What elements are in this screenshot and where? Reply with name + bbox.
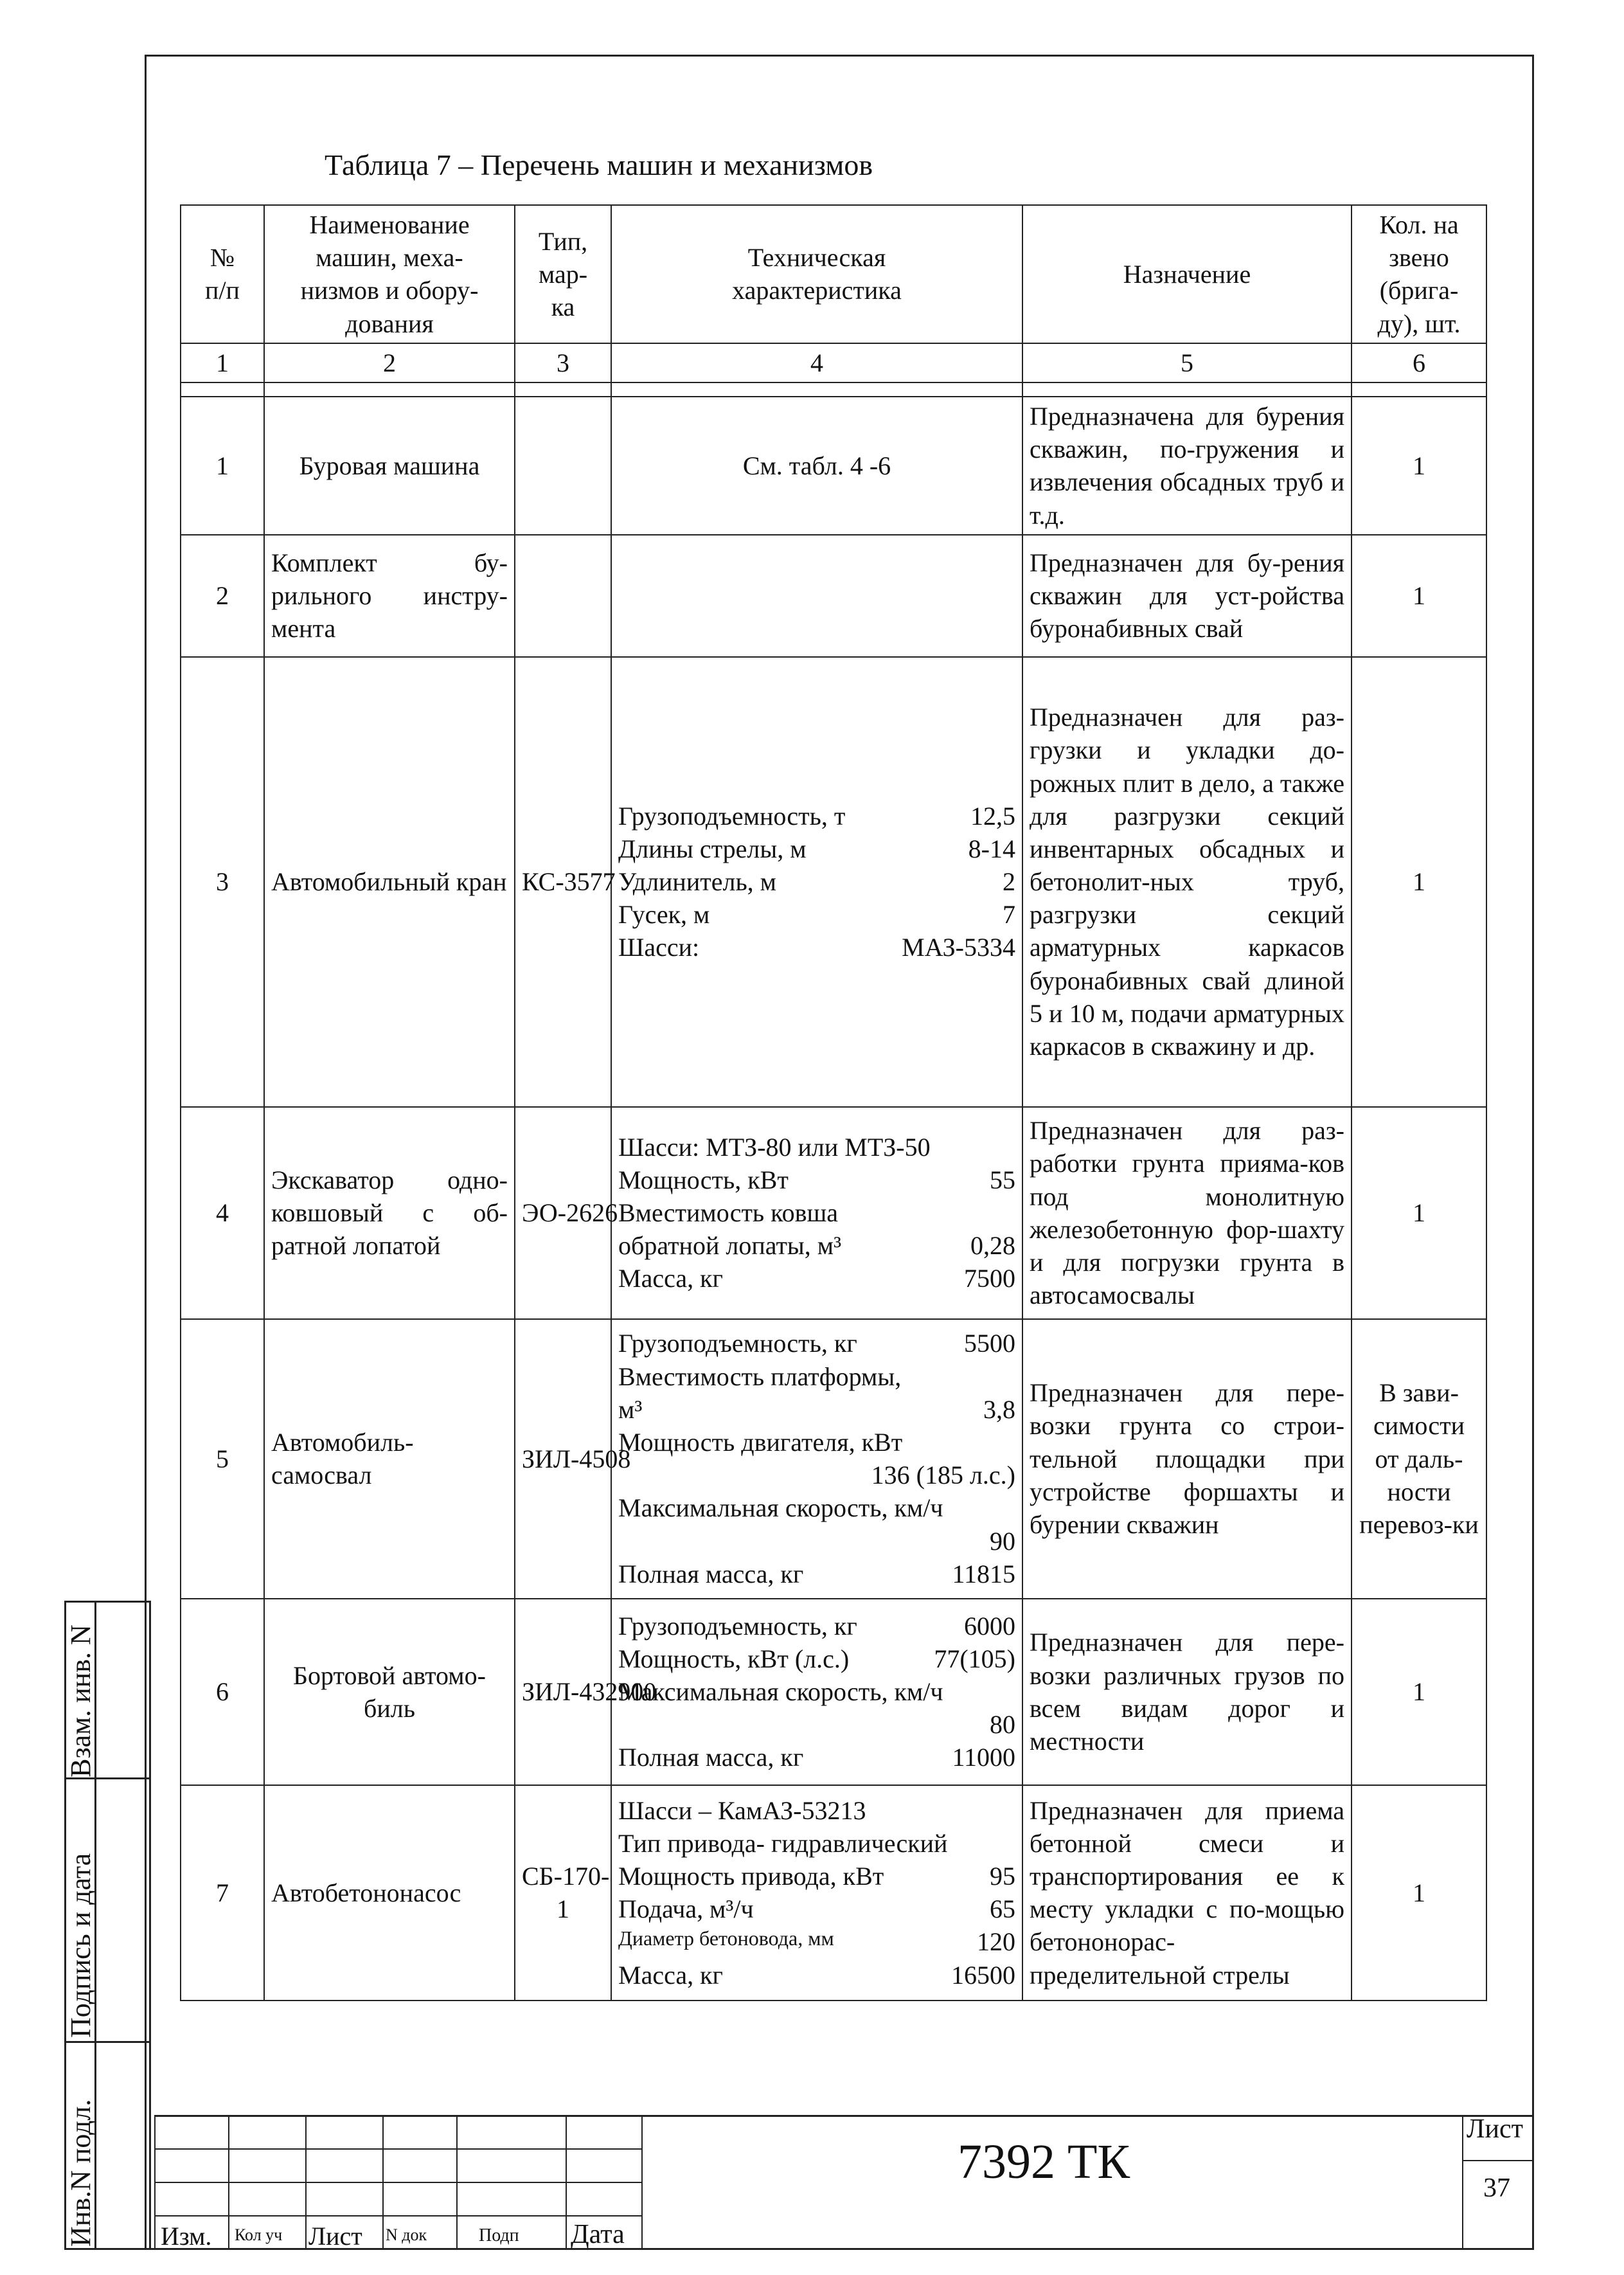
tb-n-dok: N док [386, 2226, 427, 2244]
tech-line [618, 1860, 1015, 1893]
tech-key: Диаметр бетоновода, мм [618, 1927, 834, 1950]
row-number: 7 [181, 1785, 264, 2001]
technical-characteristics: См. табл. 4 -6 [611, 397, 1022, 535]
tech-line [618, 1741, 1015, 1774]
tech-line [618, 1893, 1015, 1925]
tech-value: 12,5 [970, 801, 1015, 831]
tech-line [618, 1131, 1015, 1164]
spacer-row [181, 382, 1486, 397]
tech-value: 6000 [964, 1611, 1015, 1641]
tech-key: Шасси: МТЗ-80 или МТЗ-50 [618, 1132, 931, 1162]
machine-name: Автомобильный кран [264, 657, 515, 1107]
technical-characteristics [611, 535, 1022, 657]
table-row [181, 535, 1486, 657]
tech-key: обратной лопаты, м³ [618, 1231, 842, 1261]
tech-key: Подача, м³/ч [618, 1894, 754, 1924]
machine-type: ЗИЛ-4508 [515, 1319, 611, 1599]
header-tech: Техническая характеристика [611, 205, 1022, 343]
row-number: 6 [181, 1599, 264, 1785]
table-row [181, 1319, 1486, 1599]
tech-line [618, 1229, 1015, 1262]
quantity: 1 [1352, 1785, 1486, 2001]
technical-characteristics [611, 1599, 1022, 1785]
tech-line [618, 1675, 1015, 1708]
tech-value: 7 [1003, 900, 1015, 930]
tech-value: 11000 [952, 1743, 1015, 1772]
quantity: В зави-симости от даль-ности перевоз-ки [1352, 1319, 1486, 1599]
tech-line [618, 832, 1015, 865]
tech-key: Вместимость ковша [618, 1198, 839, 1228]
tech-line [618, 1642, 1015, 1675]
purpose: Предназначен для бу-рения скважин для уст-ройства буронабивных свай [1022, 535, 1352, 657]
table-row [181, 1785, 1486, 2001]
purpose: Предназначен для раз-работки грунта прияма-ков под монолитную железобетонную фор-шахту и для погрузки грунта в автосамосвалы [1022, 1107, 1352, 1319]
tech-value: 5500 [964, 1329, 1015, 1358]
purpose: Предназначена для бурения скважин, по-гружения и извлечения обсадных труб и т.д. [1022, 397, 1352, 535]
col-number: 4 [611, 343, 1022, 382]
tech-line [618, 1393, 1015, 1426]
table-row [181, 1599, 1486, 1785]
tech-line [618, 1327, 1015, 1360]
table-header-row [181, 205, 1486, 343]
header-name: Наименование машин, меха- низмов и обору- дования [264, 205, 515, 343]
stamp-inv-podl: Инв.N подл. [65, 2099, 96, 2247]
machine-type: КС-3577 [515, 657, 611, 1107]
tech-value: 77(105) [934, 1644, 1015, 1673]
tech-value: 16500 [951, 1960, 1015, 1990]
tech-line [618, 1794, 1015, 1827]
col-number: 2 [264, 343, 515, 382]
tech-line [618, 1708, 1015, 1741]
tech-line [618, 1491, 1015, 1524]
table-row [181, 657, 1486, 1107]
tech-key: Максимальная скорость, км/ч [618, 1493, 943, 1523]
tech-key: Шасси – КамАЗ-53213 [618, 1795, 866, 1825]
purpose: Предназначен для приема бетонной смеси и транспортирования ее к месту укладки с по-мощью бетононорас-пределительной стрелы [1022, 1785, 1352, 2001]
technical-characteristics [611, 1319, 1022, 1599]
machine-name: Комплект бу-рильного инстру-мента [264, 535, 515, 657]
tech-value: 120 [977, 1927, 1015, 1957]
tech-value: 95 [990, 1862, 1015, 1891]
tech-key: Полная масса, кг [618, 1743, 804, 1772]
tech-key: Мощность, кВт [618, 1165, 789, 1194]
machine-name: Автобетононасос [264, 1785, 515, 2001]
header-qty: Кол. на звено (брига- ду), шт. [1352, 205, 1486, 343]
machines-table [180, 204, 1487, 2001]
tech-key: Гусек, м [618, 900, 710, 930]
quantity: 1 [1352, 535, 1486, 657]
tech-value: 7500 [964, 1264, 1015, 1293]
tech-key: Полная масса, кг [618, 1559, 804, 1588]
tech-line [618, 1262, 1015, 1295]
machine-name: Автомобиль-самосвал [264, 1319, 515, 1599]
stamp-vzam-inv: Взам. инв. N [65, 1624, 96, 1777]
tech-value: 2 [1003, 867, 1015, 897]
tech-line [618, 898, 1015, 931]
tech-key: Грузоподъемность, кг [618, 1611, 857, 1641]
tech-key: Масса, кг [618, 1264, 723, 1293]
tech-key: Мощность двигателя, кВт [618, 1428, 903, 1457]
quantity: 1 [1352, 657, 1486, 1107]
tech-key: Мощность привода, кВт [618, 1862, 884, 1891]
tech-line [618, 1925, 1015, 1958]
machine-name: Буровая машина [264, 397, 515, 535]
sheet-label: Лист [1467, 2114, 1523, 2144]
tech-line [618, 865, 1015, 898]
tech-line [618, 1610, 1015, 1642]
row-number: 4 [181, 1107, 264, 1319]
tech-value: 8-14 [968, 834, 1015, 863]
sheet-number: 37 [1483, 2173, 1510, 2203]
row-number: 1 [181, 397, 264, 535]
col-number: 5 [1022, 343, 1352, 382]
tech-line [618, 1525, 1015, 1558]
tech-value: 0,28 [970, 1231, 1015, 1261]
tech-value: МАЗ-5334 [902, 933, 1015, 962]
tech-key: Длины стрелы, м [618, 834, 807, 863]
tech-line [618, 1558, 1015, 1590]
tech-value: 80 [990, 1710, 1015, 1740]
tech-key: Мощность, кВт (л.с.) [618, 1644, 850, 1673]
purpose: Предназначен для раз-грузки и укладки до-рожных плит в дело, а также для разгрузки секций инвентарных обсадных и бетонолит-ных труб, разгрузки секций арматурных каркасов буронабивных свай длиной 5 и 10 м, подачи арматурных каркасов в скважину и др. [1022, 657, 1352, 1107]
document-code: 7392 ТК [958, 2135, 1130, 2189]
tb-kol-uch: Кол уч [235, 2226, 283, 2244]
tech-key: м³ [618, 1394, 643, 1424]
tech-key: Вместимость платформы, [618, 1362, 902, 1391]
tech-value: 65 [990, 1894, 1015, 1924]
quantity: 1 [1352, 397, 1486, 535]
tech-key: Максимальная скорость, км/ч [618, 1677, 943, 1707]
row-number: 5 [181, 1319, 264, 1599]
quantity: 1 [1352, 1599, 1486, 1785]
col-number: 1 [181, 343, 264, 382]
tech-line [618, 1360, 1015, 1393]
tech-key: Грузоподъемность, т [618, 801, 846, 831]
tb-izm: Изм. [161, 2222, 212, 2251]
tech-line [618, 1827, 1015, 1860]
tech-key: Тип привода- гидравлический [618, 1828, 948, 1858]
header-type: Тип, мар- ка [515, 205, 611, 343]
machine-type: ЭО-2626 [515, 1107, 611, 1319]
tb-podp: Подп [479, 2226, 519, 2245]
column-numbers-row [181, 343, 1486, 382]
tech-value: 55 [990, 1165, 1015, 1194]
col-number: 6 [1352, 343, 1486, 382]
machine-type: СБ-170-1 [515, 1785, 611, 2001]
machine-type [515, 535, 611, 657]
stamp-podpis-data: Подпись и дата [65, 1853, 96, 2038]
machine-type [515, 397, 611, 535]
header-num: № п/п [181, 205, 264, 343]
tech-value: 90 [990, 1526, 1015, 1556]
tech-line [618, 931, 1015, 964]
tech-line [618, 1459, 1015, 1491]
table-caption: Таблица 7 – Перечень машин и механизмов [325, 148, 873, 181]
row-number: 3 [181, 657, 264, 1107]
machine-type: ЗИЛ-432900 [515, 1599, 611, 1785]
tb-list: Лист [308, 2222, 362, 2251]
technical-characteristics [611, 657, 1022, 1107]
technical-characteristics [611, 1107, 1022, 1319]
tb-data: Дата [571, 2220, 625, 2249]
table-row [181, 1107, 1486, 1319]
tech-line [618, 1196, 1015, 1229]
table-row [181, 397, 1486, 535]
machine-name: Бортовой автомо-биль [264, 1599, 515, 1785]
row-number: 2 [181, 535, 264, 657]
tech-line [618, 1959, 1015, 1992]
machine-name: Экскаватор одно-ковшовый с об-ратной лопатой [264, 1107, 515, 1319]
tech-key: Грузоподъемность, кг [618, 1329, 857, 1358]
purpose: Предназначен для пере-возки различных грузов по всем видам дорог и местности [1022, 1599, 1352, 1785]
purpose: Предназначен для пере-возки грунта со строи-тельной площадки при устройстве форшахты и бурении скважин [1022, 1319, 1352, 1599]
tech-line [618, 1426, 1015, 1459]
tech-value: 136 (185 л.с.) [871, 1461, 1015, 1490]
tech-line [618, 1164, 1015, 1196]
tech-value: 11815 [952, 1559, 1015, 1588]
tech-line [618, 800, 1015, 832]
header-purpose: Назначение [1022, 205, 1352, 343]
tech-key: Масса, кг [618, 1960, 723, 1990]
tech-value: 3,8 [983, 1394, 1015, 1424]
tech-key: Шасси: [618, 933, 700, 962]
quantity: 1 [1352, 1107, 1486, 1319]
col-number: 3 [515, 343, 611, 382]
technical-characteristics [611, 1785, 1022, 2001]
tech-key: Удлинитель, м [618, 867, 776, 897]
